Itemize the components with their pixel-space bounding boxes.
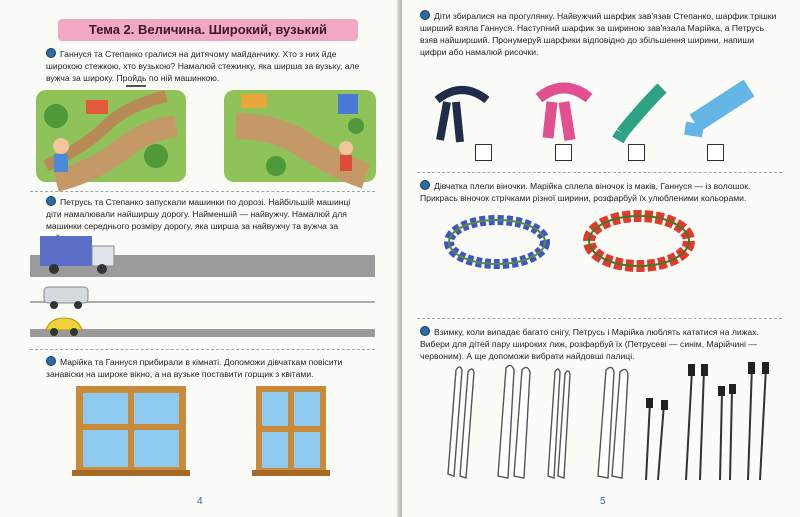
poppy-wreath[interactable] <box>582 208 697 274</box>
task-bullet-icon <box>46 196 56 206</box>
task-2-text: Петрусь та Степанко запускали машинки по дорозі. Найбільшій машинці діти намалювали найширшу дорогу. Найменшій — найвужчу. Намалюй для машинки середнього розміру дорогу, яка ширша за найвужчу та вужча за <box>46 197 351 231</box>
playground-illustration <box>36 86 376 186</box>
task-1-text: Діти збиралися на прогулянку. Найвужчий шарфик зав'язав Степанко, шарфик трішки ширший взяла Ганнуся. Наступний шарфик за шириною зав'язала Марійка, а Петрусь взяв найширший. Пронумеруй шарфики відповідно до збільшення ширини, напиши цифри або намалюй рисочки. <box>420 11 777 57</box>
right-page <box>402 0 800 517</box>
scarf-lightblue-icon <box>687 78 762 143</box>
narrow-window[interactable] <box>256 386 326 476</box>
task-bullet-icon <box>420 180 430 190</box>
skis-illustration[interactable] <box>440 364 640 484</box>
scarf-number-box-2[interactable] <box>555 144 572 161</box>
wide-window[interactable] <box>76 386 186 476</box>
topic-title: Тема 2. Величина. Широкий, вузький <box>58 19 358 41</box>
section-divider <box>417 318 782 319</box>
section-divider <box>30 349 375 350</box>
truck-icon <box>40 236 120 276</box>
scarf-number-box-1[interactable] <box>475 144 492 161</box>
task-bullet-icon <box>420 10 430 20</box>
task-3-text: Марійка та Ганнуся прибирали в кімнаті. Допоможи дівчаткам повісити занавіски на широке вікно, а на вузьке поставити горщик з квітами. <box>46 357 343 379</box>
task-3-text: Взимку, коли випадає багато снігу, Петрусь і Марійка люблять кататися на лижах. Вибери для дітей пару широких лиж, розфарбуй їх (Петрусеві — синім, Марійчині — червоним). А ще допоможи вибрати найдовші палиці. <box>420 327 759 361</box>
task-bullet-icon <box>46 48 56 58</box>
page-number: 4 <box>197 496 203 507</box>
section-divider <box>417 172 782 173</box>
task-1-text: Ганнуся та Степанко гралися на дитячому майданчику. Хто з них йде широкою стежкою, хто вузькою? Намалюй стежинку, яка ширша за вузьку, але вужча за широку. Пройдь по ній машинкою. <box>46 49 360 83</box>
task-bullet-icon <box>420 326 430 336</box>
scarf-navy-icon <box>432 80 492 145</box>
ski-poles-illustration[interactable] <box>640 362 780 486</box>
task-bullet-icon <box>46 356 56 366</box>
page-number: 5 <box>600 496 606 507</box>
section-divider <box>30 191 375 192</box>
scarf-teal-icon <box>612 78 682 143</box>
scarf-pink-icon <box>534 78 594 143</box>
scarf-number-box-3[interactable] <box>628 144 645 161</box>
small-car-icon <box>44 316 84 336</box>
van-icon <box>44 285 92 309</box>
task-2-text: Дівчатка плели віночки. Марійка сплела віночок із маків, Ганнуся — із волошок. Прикрась віночок стрічками різної ширини, розфарбуй їх улюбленими кольорами. <box>420 181 751 203</box>
cornflower-wreath[interactable] <box>442 212 552 272</box>
scarf-number-box-4[interactable] <box>707 144 724 161</box>
